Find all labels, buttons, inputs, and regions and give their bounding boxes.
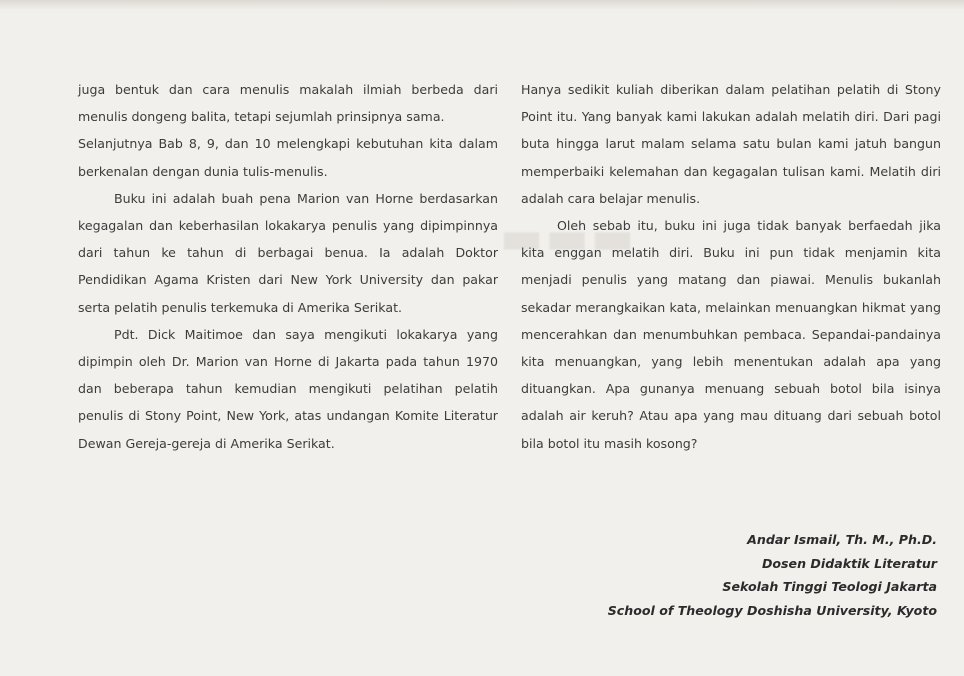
right-paragraph-1: Hanya sedikit kuliah diberikan dalam pelatihan pelatih di Stony Point itu. Yang banyak kami lakukan adalah melatih diri. Dari pagi buta hingga larut malam selama satu bulan kami jatuh bangun memperbaiki kelemahan dan kegagalan tulisan kami. Melatih diri adalah cara belajar menulis.: [521, 82, 941, 206]
show-through-heading: ▬▬▬: [500, 210, 637, 264]
left-paragraph-4: Pdt. Dick Maitimoe dan saya mengikuti lokakarya yang dipimpin oleh Dr. Marion van Horne di Jakarta pada tahun 1970 dan beberapa tahun kemudian mengikuti pelatihan pelatih penulis di Stony Point, New York, atas undangan Komite Literatur Dewan Gereja-gereja di Amerika Serikat.: [78, 326, 498, 451]
author-institution-2: School of Theology Doshisha University, Kyoto: [607, 602, 937, 618]
left-paragraph-2: Selanjutnya Bab 8, 9, dan 10 melengkapi kebutuhan kita dalam berkenalan dengan dunia tulis-menulis.: [78, 136, 498, 179]
author-signature-block: [608, 528, 937, 622]
right-paragraph-2: Oleh sebab itu, buku ini juga tidak banyak berfaedah jika kita enggan melatih diri. Buku ini pun tidak menjamin kita menjadi penulis yang matang dan piawai. Menulis bukanlah sekadar merangkaikan kata, melainkan menuangkan hikmat yang mencerahkan dan menumbuhkan pembaca. Sepandai-pandainya kita menuangkan, yang lebih menentukan adalah apa yang dituangkan. Apa gunanya menuang sebuah botol bila isinya adalah air keruh? Atau apa yang mau dituang dari sebuah botol bila botol itu masih kosong?: [521, 218, 941, 451]
page-top-shadow: [0, 0, 964, 10]
author-role: Dosen Didaktik Literatur: [761, 555, 937, 571]
left-column: [78, 76, 498, 457]
left-paragraph-1: juga bentuk dan cara menulis makalah ilmiah berbeda dari menulis dongeng balita, tetapi sejumlah prinsipnya sama.: [78, 82, 498, 125]
left-paragraph-3: Buku ini adalah buah pena Marion van Horne berdasarkan kegagalan dan keberhasilan lokakarya penulis yang dipimpinnya dari tahun ke tahun di berbagai benua. Ia adalah Doktor Pendidikan Agama Kristen dari New York University dan pakar serta pelatih penulis terkemuka di Amerika Serikat.: [78, 190, 498, 315]
author-institution: Sekolah Tinggi Teologi Jakarta: [722, 579, 937, 594]
right-column: [521, 76, 941, 457]
author-name: Andar Ismail, Th. M., Ph.D.: [747, 532, 937, 547]
